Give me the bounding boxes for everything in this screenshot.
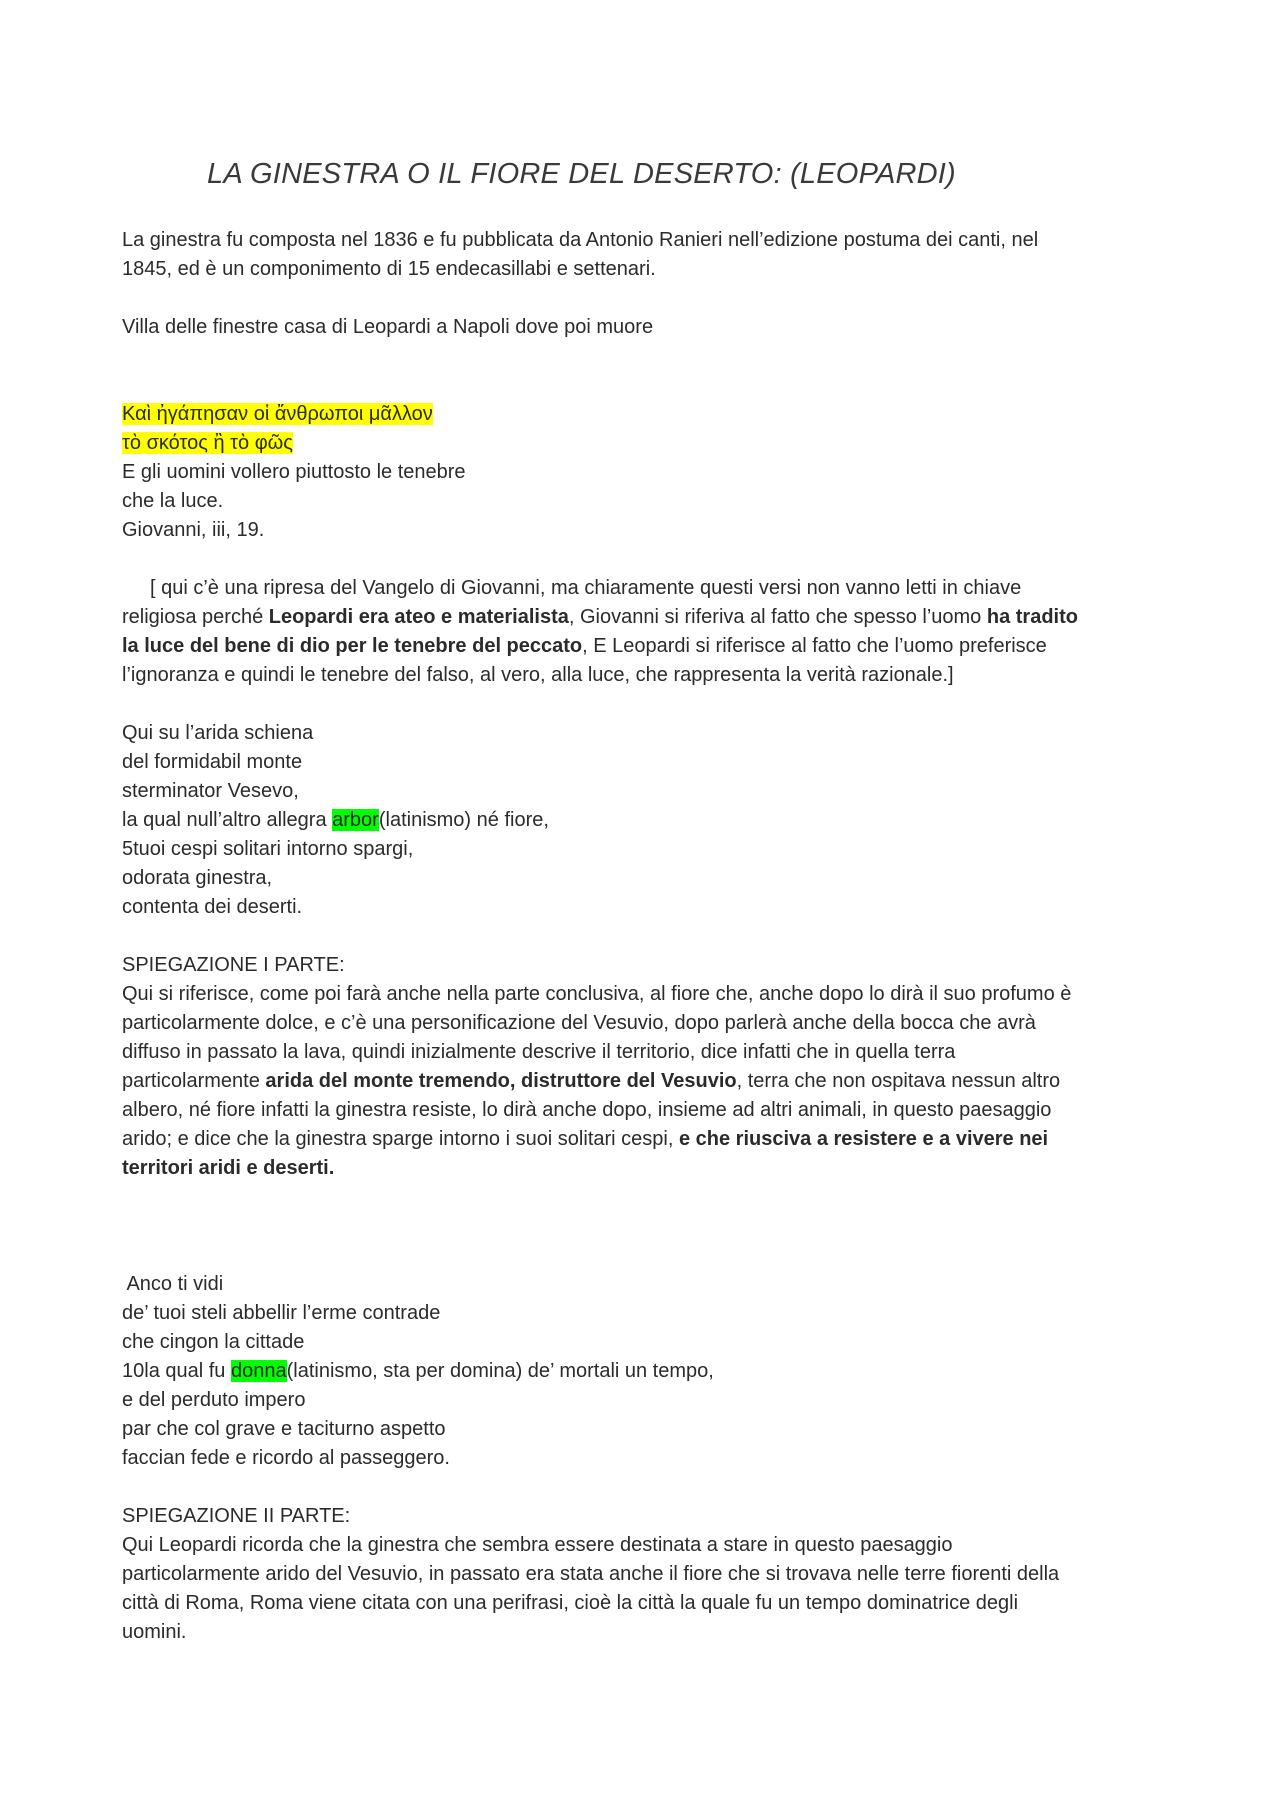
verse: Anco ti vidi [122, 1273, 224, 1295]
paragraph-line [122, 1067, 1167, 1096]
note-line-3 [122, 632, 1167, 661]
verse: Qui su l’arida schiena [122, 722, 314, 744]
verse: contenta dei deserti. [122, 896, 303, 918]
paragraph-line [122, 1125, 1167, 1154]
note-line-2 [122, 603, 1167, 632]
verse: par che col grave e taciturno aspetto [122, 1418, 446, 1440]
paragraph-line: città di Roma, Roma viene citata con una perifrasi, cioè la città la quale fu un tempo dominatrice degli [122, 1592, 1019, 1614]
paragraph-line: particolarmente dolce, e c’è una personificazione del Vesuvio, dopo parlerà anche della bocca che avrà [122, 1012, 1036, 1034]
paragraph-line: diffuso in passato la lava, quindi inizialmente descrive il territorio, dice infatti che in quella terra [122, 1041, 956, 1063]
note-text: , E Leopardi si riferisce al fatto che l’uomo preferisce [582, 635, 1047, 657]
highlight-green: donna [230, 1360, 287, 1382]
verse: che cingon la cittade [122, 1331, 305, 1353]
paragraph-line: Qui Leopardi ricorda che la ginestra che sembra essere destinata a stare in questo paesaggio [122, 1534, 953, 1556]
paragraph-bold: e che riusciva a resistere e a vivere nei [678, 1128, 1049, 1150]
paragraph-text: particolarmente [122, 1070, 266, 1092]
highlight-green: arbor [332, 809, 379, 831]
verse-text: 10la qual fu [122, 1360, 231, 1382]
verse: odorata ginestra, [122, 867, 273, 889]
verse-text: (latinismo) né fiore, [378, 809, 549, 831]
verse [122, 1357, 1167, 1386]
note-text: religiosa perché [122, 606, 269, 628]
verse: faccian fede e ricordo al passeggero. [122, 1447, 450, 1469]
note-bold: ha tradito [986, 606, 1078, 628]
note-line-4: l’ignoranza e quindi le tenebre del falso, al vero, alla luce, che rappresenta la verità razionale.] [122, 664, 954, 686]
epigraph-source: Giovanni, iii, 19. [122, 519, 265, 541]
verse: sterminator Vesevo, [122, 780, 299, 802]
highlight-yellow: τὸ σκότος ἢ τὸ φῶς [122, 432, 293, 454]
paragraph-bold: arida del monte tremendo, distruttore del Vesuvio [265, 1070, 737, 1092]
epigraph-italian-1: E gli uomini vollero piuttosto le tenebre [122, 461, 466, 483]
document-title: LA GINESTRA O IL FIORE DEL DESERTO: (LEOPARDI) [207, 158, 956, 190]
epigraph-italian-2: che la luce. [122, 490, 224, 512]
document-body [122, 226, 1167, 1647]
epigraph-greek-1 [122, 400, 1167, 429]
intro-villa: Villa delle finestre casa di Leopardi a Napoli dove poi muore [122, 316, 654, 338]
verse: 5tuoi cespi solitari intorno spargi, [122, 838, 414, 860]
paragraph-line: particolarmente arido del Vesuvio, in passato era stata anche il fiore che si trovava nelle terre fiorenti della [122, 1563, 1060, 1585]
paragraph-line [122, 1154, 1167, 1183]
paragraph-bold: territori aridi e deserti. [122, 1157, 335, 1179]
note-bold: Leopardi era ateo e materialista [268, 606, 569, 628]
verse: de’ tuoi steli abbellir l’erme contrade [122, 1302, 441, 1324]
note-line-1: [ qui c’è una ripresa del Vangelo di Giovanni, ma chiaramente questi versi non vanno letti in chiave [150, 577, 1022, 599]
verse: del formidabil monte [122, 751, 303, 773]
paragraph-text: arido; e dice che la ginestra sparge intorno i suoi solitari cespi, [122, 1128, 679, 1150]
epigraph-greek-2 [122, 429, 1167, 458]
highlight-yellow: Καὶ ἠγάπησαν οἱ ἄνθρωποι μᾶλλον [122, 403, 433, 425]
verse-text: la qual null’altro allegra [122, 809, 333, 831]
section-heading: SPIEGAZIONE II PARTE: [122, 1505, 351, 1527]
verse: e del perduto impero [122, 1389, 306, 1411]
verse [122, 806, 1167, 835]
note-text: , Giovanni si riferiva al fatto che spesso l’uomo [568, 606, 987, 628]
paragraph-text: , terra che non ospitava nessun altro [736, 1070, 1061, 1092]
intro-line-2: 1845, ed è un componimento di 15 endecasillabi e settenari. [122, 258, 656, 280]
intro-line-1: La ginestra fu composta nel 1836 e fu pubblicata da Antonio Ranieri nell’edizione postuma dei canti, nel [122, 229, 1039, 251]
paragraph-line: uomini. [122, 1621, 187, 1643]
note-bold: la luce del bene di dio per le tenebre del peccato [122, 635, 583, 657]
verse-text: (latinismo, sta per domina) de’ mortali un tempo, [286, 1360, 714, 1382]
section-heading: SPIEGAZIONE I PARTE: [122, 954, 345, 976]
paragraph-line: albero, né fiore infatti la ginestra resiste, lo dirà anche dopo, insieme ad altri animali, in questo paesaggio [122, 1099, 1052, 1121]
paragraph-line: Qui si riferisce, come poi farà anche nella parte conclusiva, al fiore che, anche dopo lo dirà il suo profumo è [122, 983, 1072, 1005]
